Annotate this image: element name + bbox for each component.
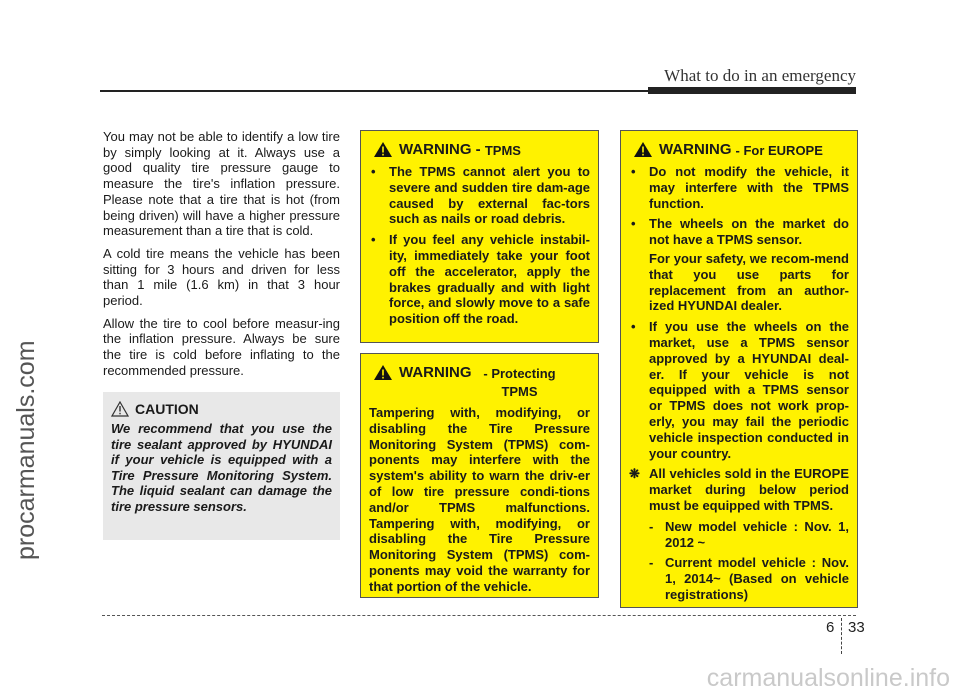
- list-item-paragraph: For your safety, we recom-mend that you use parts for replacement from an author-ized HYUNDAI dealer.: [649, 250, 849, 314]
- footer-watermark: carmanualsonline.info: [706, 664, 950, 692]
- caution-triangle-icon: [111, 401, 129, 417]
- warning-triangle-icon: [373, 364, 393, 381]
- warning-europe-subtitle: - For EUROPE: [735, 143, 823, 158]
- page-number: 33: [848, 619, 865, 636]
- warning-tpms-title: WARNING -: [399, 141, 485, 158]
- warning-tpms-header: [369, 141, 590, 160]
- dash-item: - Current model vehicle : Nov. 1, 2014~ (Based on vehicle registrations): [649, 555, 849, 602]
- list-item: • Do not modify the vehicle, it may interfere with the TPMS function.: [631, 164, 849, 211]
- caution-title: CAUTION: [135, 401, 199, 417]
- dash-item-text: Current model vehicle : Nov. 1, 2014~ (Based on vehicle registrations): [665, 555, 849, 602]
- list-item-text: Do not modify the vehicle, it may interfere with the TPMS function.: [649, 164, 849, 211]
- warning-europe-title: WARNING: [659, 141, 732, 158]
- dash-item-text: New model vehicle : Nov. 1, 2012 ~: [665, 518, 849, 550]
- warning-protecting-subtitle: - Protecting TPMS: [483, 366, 556, 399]
- dash-item: - New model vehicle : Nov. 1, 2012 ~: [649, 518, 849, 550]
- warning-europe-list: [629, 164, 849, 248]
- warning-europe-box: [620, 130, 858, 608]
- warning-tpms-subtitle: TPMS: [484, 143, 521, 158]
- list-item-text: The TPMS cannot alert you to severe and sudden tire dam-age caused by external fac-tors such as nails or road debris.: [389, 164, 590, 227]
- list-item-text: If you use the wheels on the market, use a TPMS sensor approved by a HYUNDAI deal-er. If your vehicle is not equipped with a TPMS sensor or TPMS does not work prop-erly, you may fail the periodic vehicle inspection conducted in your country.: [649, 319, 849, 461]
- note-text: All vehicles sold in the EUROPE market during below period must be equipped with TPMS.: [649, 466, 849, 513]
- intro-paragraph: You may not be able to identify a low tire by simply looking at it. Always use a good quality tire pressure gauge to measure the tire's inflation pressure. Please note that a tire that is hot (from being driven) will have a higher pressure measurement than a tire that is cold.: [103, 129, 340, 239]
- caution-header: [111, 401, 332, 417]
- header-accent-bar: [648, 87, 856, 94]
- warning-europe-header: [629, 141, 849, 160]
- note-mark-icon: ❋: [629, 466, 640, 482]
- list-item: • If you feel any vehicle instabil-ity, immediately take your foot off the accelerator, apply the brakes gradually and with light force, and slowly move to a safe position off the road.: [371, 232, 590, 327]
- warning-triangle-icon: [633, 141, 653, 158]
- intro-text: [103, 129, 340, 386]
- watermark-vertical: [6, 140, 42, 560]
- warning-protecting-body: Tampering with, modifying, or disabling the Tire Pressure Monitoring System (TPMS) com-ponents may interfere with the system's ability to warn the driv-er of low tire pressure condi-tions and/or TPMS malfunctions. Tampering with, modifying, or disabling the Tire Pressure Monitoring System (TPMS) com-ponents may void the warranty for that portion of the vehicle.: [369, 405, 590, 594]
- warning-tpms-box: [360, 130, 599, 343]
- section-title: What to do in an emergency: [664, 66, 856, 85]
- warning-protecting-title: WARNING: [399, 364, 472, 381]
- list-item: • If you use the wheels on the market, use a TPMS sensor approved by a HYUNDAI deal-er. If your vehicle is not equipped with a TPMS sensor or TPMS does not work prop-erly, you may fail the periodic vehicle inspection conducted in your country.: [631, 319, 849, 461]
- list-item-text: If you feel any vehicle instabil-ity, immediately take your foot off the accelerator, apply the brakes gradually and with light force, and slowly move to a safe position off the road.: [389, 232, 590, 327]
- intro-paragraph: A cold tire means the vehicle has been sitting for 3 hours and driven for less than 1 mile (1.6 km) in that 3 hour period.: [103, 245, 340, 309]
- warning-triangle-icon: [373, 141, 393, 158]
- footer-rule: [102, 615, 856, 616]
- caution-body: We recommend that you use the tire sealant approved by HYUNDAI if your vehicle is equipped with a Tire Pressure Monitoring System. The liquid sealant can damage the tire pressure sensors.: [111, 421, 332, 514]
- list-item: • The wheels on the market do not have a TPMS sensor.: [631, 216, 849, 248]
- page-number-divider: [841, 618, 842, 654]
- warning-protecting-header: [369, 364, 590, 401]
- warning-europe-list-2: [629, 319, 849, 461]
- intro-paragraph: Allow the tire to cool before measur-ing the inflation pressure. Always be sure the tire is cold before inflating to the recommended pressure.: [103, 315, 340, 378]
- warning-protecting-box: [360, 353, 599, 598]
- page-chapter: 6: [826, 619, 835, 636]
- list-item-text: The wheels on the market do not have a TPMS sensor.: [649, 216, 849, 248]
- note-item: [629, 466, 849, 513]
- warning-tpms-list: [369, 164, 590, 327]
- caution-box: [103, 392, 340, 540]
- watermark-text: procarmanuals.com: [12, 340, 40, 560]
- list-item: • The TPMS cannot alert you to severe and sudden tire dam-age caused by external fac-tors such as nails or road debris.: [371, 164, 590, 227]
